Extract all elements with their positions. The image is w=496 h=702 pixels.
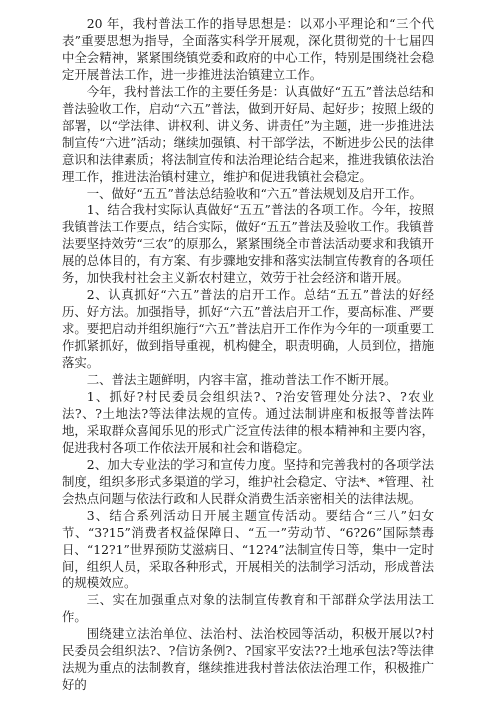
paragraph-main-tasks: 今年，我村普法工作的主要任务是：认真做好“五五”普法总结和普法验收工作，启动“六五”普法，做到开好局、起好步；按照上级的部署，以“学法律、讲权利、讲义务、讲责任”为主题，进一步推进法制宣传“六进”活动；继续加强镇、村干部学法，不断进步公民的法律意识和法律素质；将法制宣传和法治理论结合起来，推进我镇依法治理工作，推进法治镇村建立，维护和促进我镇社会稳定。 <box>62 83 435 184</box>
document-page <box>62 16 434 694</box>
section-heading-3: 三、实在加强重点对象的法制宣传教育和干部群众学法用法工作。 <box>62 592 434 625</box>
paragraph-item-2-2: 2、加大专业法的学习和宣传力度。坚持和完善我村的各项学法制度，组织多形式多渠道的学习，维护社会稳定、守法*、*管理、社会热点问题与依法行政和人民群众消费生活亲密相关的法律法规。 <box>62 456 434 506</box>
section-heading-2: 二、普法主题鲜明，内容丰富，推动普法工作不断开展。 <box>86 372 397 388</box>
paragraph-item-1-1: 1、结合我村实际认真做好“五五”普法的各项工作。今年，按照我镇普法工作要点，结合实际，做好“五五”普法及验收工作。我镇普法要坚持效劳“三农”的原那么，紧紧围绕全市普法活动要求和我镇开展的总体目的，有方案、有步骤地安排和落实法制宣传教育的各项任务，加快我村社会主义新农村建立，效劳于社会经济和谐开展。 <box>62 202 434 286</box>
section-heading-1: 一、做好“五五”普法总结验收和“六五”普法规划及启开工作。 <box>86 185 422 201</box>
paragraph-item-2-3: 3、结合系列活动日开展主题宣传活动。要结合“三八”妇女节、“3?15”消费者权益保障日、“五一”劳动节、“6?26”国际禁毒日、“12?1”世界预防艾滋病日、“12?4”法制宣传日等，集中一定时间，组织人员，采取各种形式，开展相关的法制学习活动，形成普法的规模效应。 <box>62 507 434 591</box>
paragraph-item-2-1: 1、抓好?村民委员会组织法?、?治安管理处分法?、?农业法?、?土地法?等法律法规的宣传。通过法制讲座和板报等普法阵地，采取群众喜闻乐见的形式广泛宣传法律的根本精神和主要内容，促进我村各项工作依法开展和社会和谐稳定。 <box>62 388 434 455</box>
paragraph-section-3-body: 围绕建立法治单位、法治村、法治校园等活动，积极开展以?村民委员会组织法?、?信访条例?、?国家平安法??土地承包法?等法律法规为重点的法制教育，继续推进我村普法依法治理工作，积极推广好的 <box>62 626 434 693</box>
paragraph-guiding-ideology: 20 年，我村普法工作的指导思想是：以邓小平理论和“三个代表”重要思想为指导，全面落实科学开展观，深化贯彻党的十七届四中全会精神，紧紧围绕镇党委和政府的中心工作，特别是围绕社会稳定开展普法工作，进一步推进法治镇建立工作。 <box>62 16 434 82</box>
paragraph-item-1-2: 2、认真抓好“六五”普法的启开工作。总结“五五”普法的好经历、好方法。加强指导，抓好“六五”普法启开工作，要高标准、严要求。要把启动并组织施行“六五”普法启开工作作为今年的一项重要工作抓紧抓好，做到指导重视，机构健全，职责明确，人员到位，措施落实。 <box>62 287 434 371</box>
